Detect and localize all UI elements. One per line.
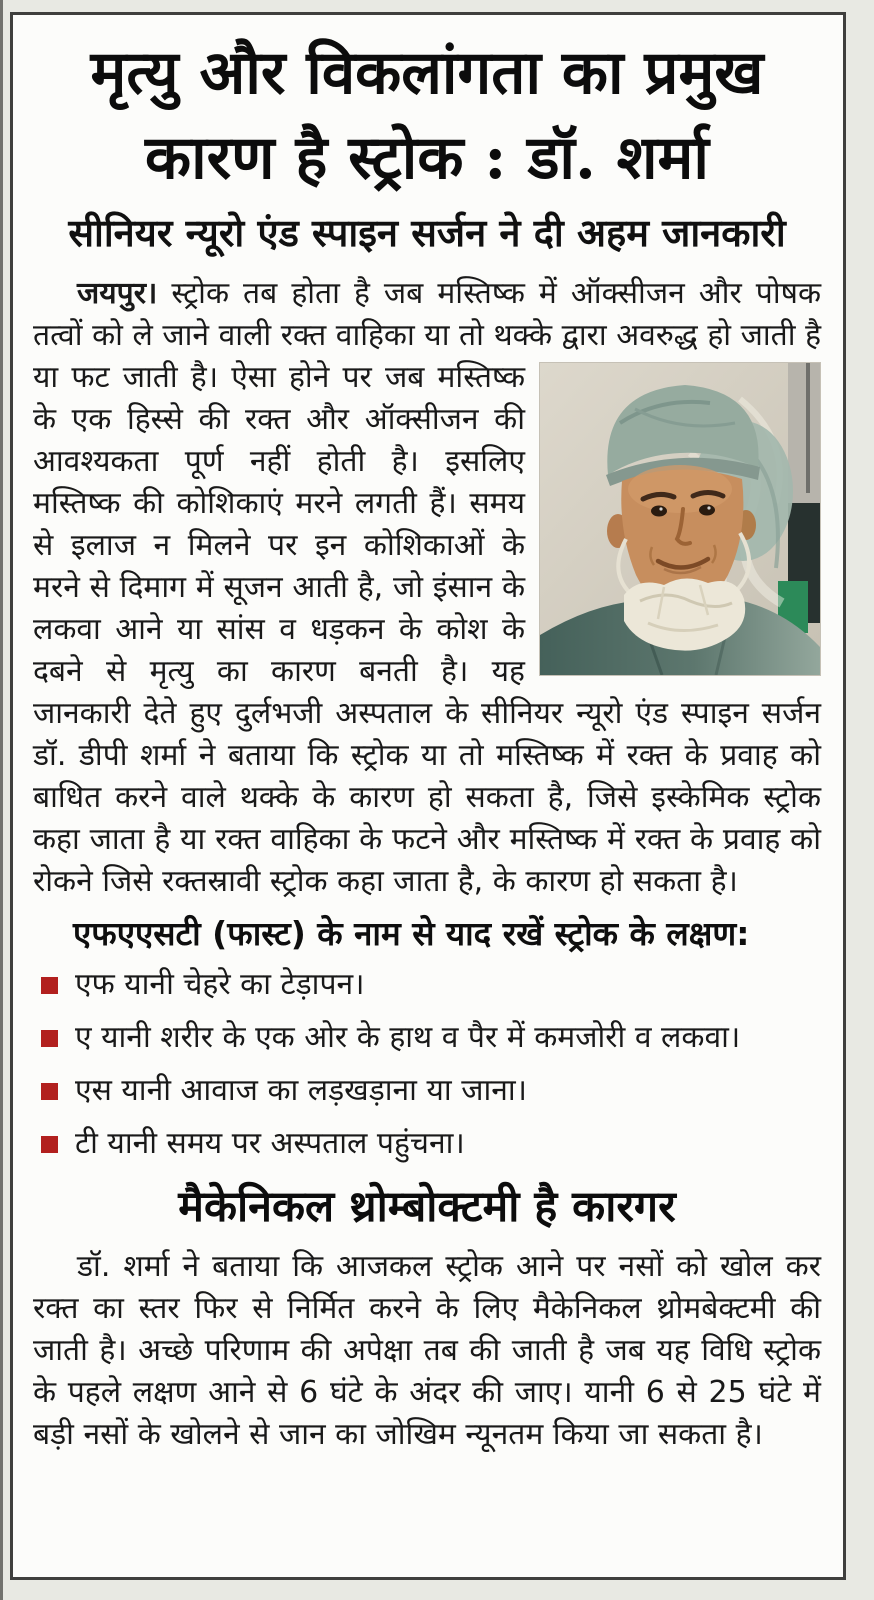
list-item <box>39 1123 821 1165</box>
square-bullet-icon <box>41 1083 58 1100</box>
list-item-text: एफ यानी चेहरे का टेड़ापन। <box>75 966 365 1002</box>
list-item-text: ए यानी शरीर के एक ओर के हाथ व पैर में कमजोरी व लकवा। <box>75 1019 741 1055</box>
subheadline: सीनियर न्यूरो एंड स्पाइन सर्जन ने दी अहम जानकारी <box>68 211 786 256</box>
scan-edge-line <box>0 0 3 1600</box>
list-item <box>39 1070 821 1112</box>
list-item <box>39 964 821 1006</box>
lead-paragraph <box>33 273 821 903</box>
list-item-text: टी यानी समय पर अस्पताल पहुंचना। <box>75 1125 465 1161</box>
headline-line-2: कारण है स्ट्रोक : डॉ. शर्मा <box>145 123 709 194</box>
dateline: जयपुर। <box>77 275 158 311</box>
doctor-portrait-photo <box>539 362 821 676</box>
doctor-illustration <box>540 363 820 675</box>
headline-line-1: मृत्यु और विकलांगता का प्रमुख <box>90 38 764 108</box>
square-bullet-icon <box>41 1030 58 1047</box>
headline <box>33 31 821 201</box>
list-item <box>39 1017 821 1059</box>
news-clipping <box>10 12 846 1580</box>
square-bullet-icon <box>41 1136 58 1153</box>
fast-symptoms-list <box>33 964 821 1165</box>
lead-paragraph-intro: स्ट्रोक तब होता है जब मस्तिष्क में ऑक्सीजन और पोषक तत्वों को ले जाने वाली रक्त वाहिका या तो थक्के द्वारा अवरुद्ध <box>33 275 821 353</box>
eye <box>651 505 667 516</box>
thrombectomy-section-heading: मैकेनिकल थ्रोम्बोक्टमी है कारगर <box>178 1181 676 1232</box>
lead-paragraph-rest: हो जाती है या फट जाती है। ऐसा होने पर जब मस्तिष्क के एक हिस्से की रक्त और ऑक्सीजन की आवश्यकता पूर्ण नहीं होती है। इसलिए मस्तिष्क की कोशिकाएं मरने लगती हैं। समय से इलाज न मिलने पर इन कोशिकाओं के मरने से दिमाग में सूजन आती है, जो इंसान के लकवा आने या सांस व धड़कन के कोश के दबने से मृत्यु का कारण बनती है। यह जानकारी देते हुए दुर्लभजी अस्पताल के सीनियर न्यूरो एंड स्पाइन सर्जन डॉ. डीपी शर्मा ने बताया कि स्ट्रोक या तो मस्तिष्क में रक्त के प्रवाह को बाधित करने वाले थक्के के कारण हो सकता है, जिसे इस्केमिक स्ट्रोक कहा जाता है या रक्त वाहिका के फटने और मस्तिष्क में रक्त के प्रवाह को रोकने जिसे रक्तस्रावी स्ट्रोक कहा जाता है, के कारण हो सकता है। <box>33 317 821 899</box>
fast-symptoms-heading: एफएएसटी (फास्ट) के नाम से याद रखें स्ट्रोक के लक्षण: <box>73 913 750 953</box>
square-bullet-icon <box>41 977 58 994</box>
list-item-text: एस यानी आवाज का लड़खड़ाना या जाना। <box>75 1072 528 1108</box>
closing-paragraph: डॉ. शर्मा ने बताया कि आजकल स्ट्रोक आने पर नसों को खोल कर रक्त का स्तर फिर से निर्मित करने के लिए मैकेनिकल थ्रोमबेक्टमी की जाती है। अच्छे परिणाम की अपेक्षा तब की जाती है जब यह विधि स्ट्रोक के पहले लक्षण आने से 6 घंटे के अंदर की जाए। यानी 6 से 25 घंटे में बड़ी नसों के खोलने से जान का जोखिम न्यूनतम किया जा सकता है। <box>33 1249 821 1453</box>
article-body <box>33 273 821 1457</box>
